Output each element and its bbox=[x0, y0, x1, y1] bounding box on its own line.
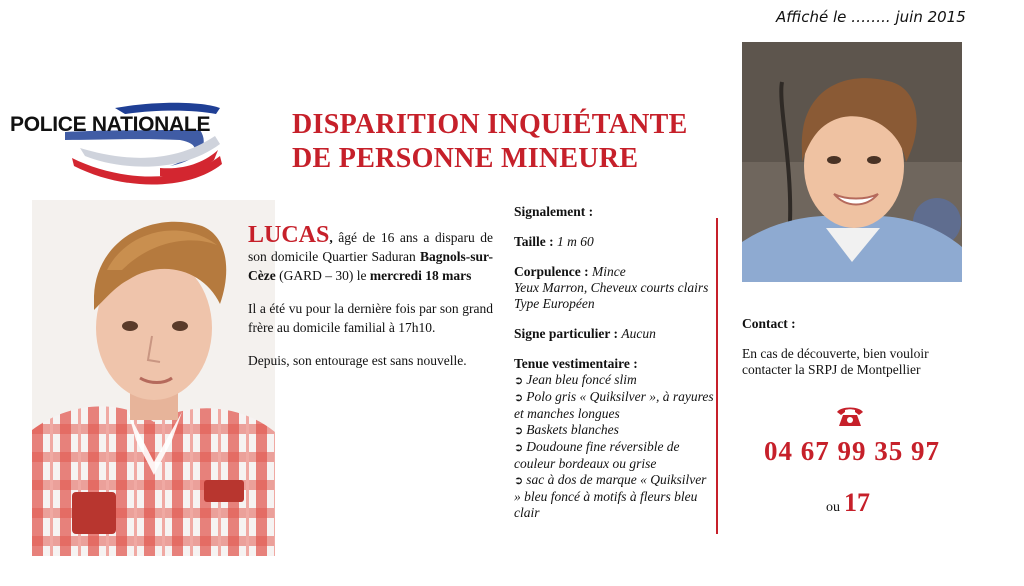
clothing-item: ➲ Jean bleu foncé slim bbox=[514, 372, 637, 387]
contact-text: En cas de découverte, bien vouloir contacter la SRPJ de Montpellier bbox=[742, 346, 929, 377]
disappearance-date: mercredi 18 mars bbox=[369, 268, 472, 283]
emergency-number: 17 bbox=[844, 488, 870, 517]
arrow-icon: ➲ bbox=[514, 441, 524, 454]
portrait-photo-right bbox=[742, 42, 962, 282]
alternative-contact bbox=[826, 488, 870, 518]
marks-value: Aucun bbox=[621, 326, 656, 341]
clothing-item: ➲ Doudoune fine réversible de couleur bordeaux ou grise bbox=[514, 439, 680, 471]
clothing-title: Tenue vestimentaire : bbox=[514, 356, 638, 371]
last-seen-text: Il a été vu pour la dernière fois par son grand frère au domicile familial à 17h10. bbox=[248, 301, 493, 335]
ethnic-type: Type Européen bbox=[514, 296, 595, 311]
clothing-item: ➲ Polo gris « Quiksilver », à rayures et manches longues bbox=[514, 389, 714, 421]
region: (GARD – 30) le bbox=[279, 268, 367, 283]
town: Bagnols-sur-Cèze bbox=[248, 249, 493, 283]
posting-date: Affiché le …….. juin 2015 bbox=[776, 8, 966, 26]
height-value: 1 m 60 bbox=[557, 234, 594, 249]
disappearance-description: LUCAS, âgé de 16 ans a disparu de son domicile Quartier Saduran Bagnols-sur-Cèze (GARD – 30) le mercredi 18 mars Il a été vu pour la dernière fois par son grand frère au domicile familial à 17h10. Depuis, son entourage est sans nouvelle. bbox=[248, 222, 493, 368]
contact-section bbox=[742, 316, 972, 378]
headline-line-1: DISPARITION INQUIÉTANTE bbox=[292, 109, 688, 140]
signalement-section bbox=[514, 204, 714, 521]
clothing-item: ➲ Baskets blanches bbox=[514, 422, 619, 437]
marks-label: Signe particulier : bbox=[514, 326, 618, 341]
build-value: Mince bbox=[592, 264, 626, 279]
arrow-icon: ➲ bbox=[514, 424, 524, 437]
telephone-icon bbox=[835, 404, 865, 428]
person-name: LUCAS bbox=[248, 222, 330, 248]
phone-number: 04 67 99 35 97 bbox=[764, 436, 940, 466]
logo-text: POLICE NATIONALE bbox=[10, 113, 211, 136]
signalement-title: Signalement : bbox=[514, 204, 594, 219]
eyes-hair: Yeux Marron, Cheveux courts clairs bbox=[514, 280, 709, 295]
contact-title: Contact : bbox=[742, 316, 796, 331]
portrait-photo-left bbox=[32, 200, 275, 556]
clothing-item: ➲ sac à dos de marque « Quiksilver » bleu foncé à motifs à fleurs bleu clair bbox=[514, 472, 707, 520]
alt-prefix: ou bbox=[826, 500, 840, 515]
since-text: Depuis, son entourage est sans nouvelle. bbox=[248, 353, 467, 368]
build-label: Corpulence : bbox=[514, 264, 589, 279]
column-divider bbox=[716, 218, 718, 534]
arrow-icon: ➲ bbox=[514, 374, 524, 387]
headline bbox=[292, 108, 688, 176]
arrow-icon: ➲ bbox=[514, 474, 524, 487]
arrow-icon: ➲ bbox=[514, 391, 524, 404]
height-label: Taille : bbox=[514, 234, 554, 249]
intro-text: âgé de 16 ans a disparu de son domicile Quartier Saduran bbox=[248, 230, 493, 264]
headline-line-2: DE PERSONNE MINEURE bbox=[292, 143, 639, 174]
